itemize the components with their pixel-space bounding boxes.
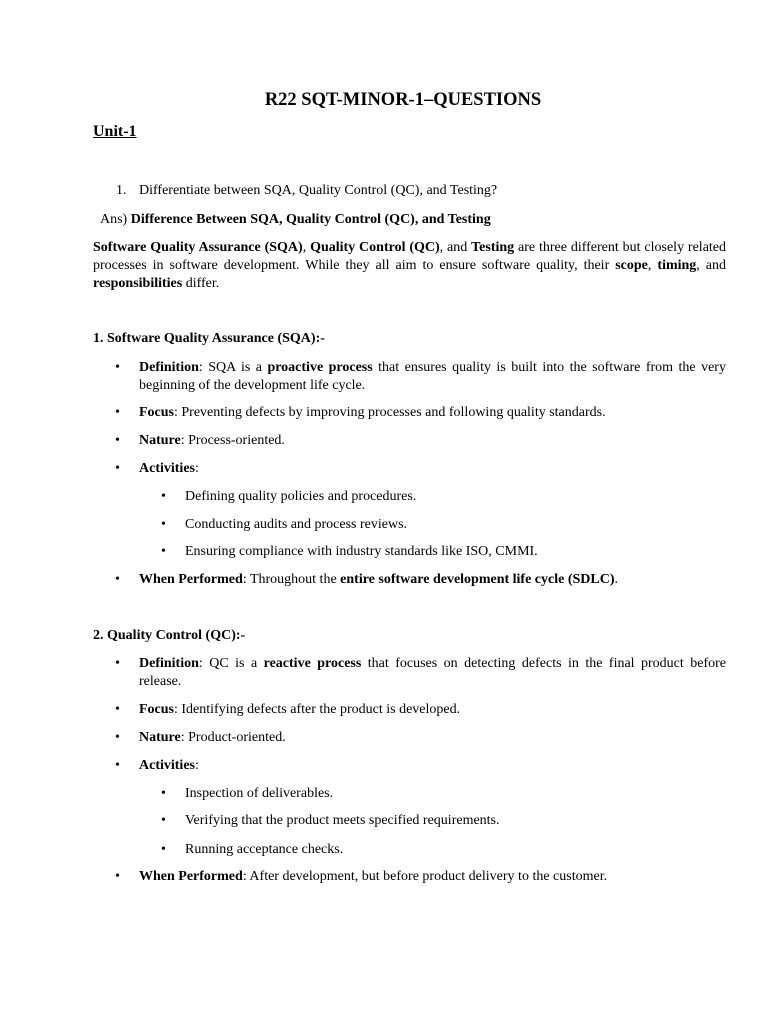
intro-text: differ. xyxy=(182,276,220,291)
answer-line xyxy=(100,211,491,229)
intro-paragraph xyxy=(93,239,726,293)
page-title: R22 SQT-MINOR-1–QUESTIONS xyxy=(264,90,542,110)
text: that focuses on detecting defects in the final product before release. xyxy=(139,656,726,689)
bullet-icon: • xyxy=(115,656,120,671)
text: : xyxy=(194,758,199,773)
label: Definition xyxy=(139,360,199,375)
sqa-definition xyxy=(139,359,726,395)
bullet-icon: • xyxy=(115,360,120,375)
intro-text: , xyxy=(647,258,658,273)
bullet-icon: • xyxy=(161,489,166,504)
sqa-nature xyxy=(139,432,726,450)
text: : xyxy=(194,461,199,476)
bullet-icon: • xyxy=(115,730,120,745)
answer-heading: Difference Between SQA, Quality Control (QC), and Testing xyxy=(130,212,491,227)
qc-activity-item: Running acceptance checks. xyxy=(185,842,344,857)
emphasis: reactive process xyxy=(263,656,362,671)
text: : QC is a xyxy=(198,656,264,671)
unit-heading: Unit-1 xyxy=(93,123,137,140)
qc-focus xyxy=(139,701,726,719)
answer-prefix: Ans) xyxy=(100,212,128,227)
intro-term-sqa: Software Quality Assurance (SQA) xyxy=(93,240,303,255)
emphasis: entire software development life cycle (SDLC) xyxy=(340,572,615,587)
label: Nature xyxy=(139,730,181,745)
text: : Process-oriented. xyxy=(180,433,285,448)
bullet-icon: • xyxy=(115,758,120,773)
intro-text: , and xyxy=(696,258,727,273)
qc-activity-item: Inspection of deliverables. xyxy=(185,786,334,801)
bullet-icon: • xyxy=(161,517,166,532)
intro-term-responsibilities: responsibilities xyxy=(93,276,183,291)
bullet-icon: • xyxy=(115,702,120,717)
intro-text: , and xyxy=(439,240,472,255)
bullet-icon: • xyxy=(115,405,120,420)
sqa-heading: 1. Software Quality Assurance (SQA):- xyxy=(93,331,325,346)
question-number: 1. xyxy=(116,183,127,198)
bullet-icon: • xyxy=(115,461,120,476)
intro-term-testing: Testing xyxy=(471,240,515,255)
intro-text: , xyxy=(302,240,311,255)
intro-term-scope: scope xyxy=(615,258,648,273)
intro-term-qc: Quality Control (QC) xyxy=(310,240,440,255)
text: : Identifying defects after the product is developed. xyxy=(174,702,461,717)
qc-nature xyxy=(139,729,726,747)
text: : Preventing defects by improving processes and following quality standards. xyxy=(174,405,606,420)
emphasis: proactive process xyxy=(267,360,373,375)
qc-heading: 2. Quality Control (QC):- xyxy=(93,628,246,643)
bullet-icon: • xyxy=(161,544,166,559)
label: When Performed xyxy=(139,869,243,884)
qc-activities xyxy=(139,757,726,775)
qc-definition xyxy=(139,655,726,691)
text: : Throughout the xyxy=(242,572,341,587)
text: : SQA is a xyxy=(198,360,268,375)
bullet-icon: • xyxy=(115,572,120,587)
text: : After development, but before product delivery to the customer. xyxy=(242,869,608,884)
label: Focus xyxy=(139,405,174,420)
label: Nature xyxy=(139,433,181,448)
label: Activities xyxy=(139,758,195,773)
sqa-activity-item: Defining quality policies and procedures. xyxy=(185,489,417,504)
label: When Performed xyxy=(139,572,243,587)
sqa-focus xyxy=(139,404,726,422)
sqa-activities xyxy=(139,460,726,478)
text: : Product-oriented. xyxy=(180,730,286,745)
qc-activity-item: Verifying that the product meets specified requirements. xyxy=(185,813,500,828)
qc-when-performed xyxy=(139,868,726,886)
intro-term-timing: timing xyxy=(657,258,697,273)
bullet-icon: • xyxy=(115,869,120,884)
intro-text: are three different but closely related processes in software development. While they all aim to ensure software quality, their xyxy=(93,240,727,273)
sqa-when-performed xyxy=(139,571,726,589)
label: Activities xyxy=(139,461,195,476)
text: that ensures quality is built into the software from the very beginning of the development life cycle. xyxy=(139,360,726,393)
text: . xyxy=(614,572,619,587)
sqa-activity-item: Conducting audits and process reviews. xyxy=(185,517,408,532)
bullet-icon: • xyxy=(115,433,120,448)
bullet-icon: • xyxy=(161,786,166,801)
question-text: Differentiate between SQA, Quality Control (QC), and Testing? xyxy=(139,183,498,198)
bullet-icon: • xyxy=(161,842,166,857)
label: Focus xyxy=(139,702,174,717)
sqa-activity-item: Ensuring compliance with industry standards like ISO, CMMI. xyxy=(185,544,538,559)
bullet-icon: • xyxy=(161,813,166,828)
label: Definition xyxy=(139,656,199,671)
